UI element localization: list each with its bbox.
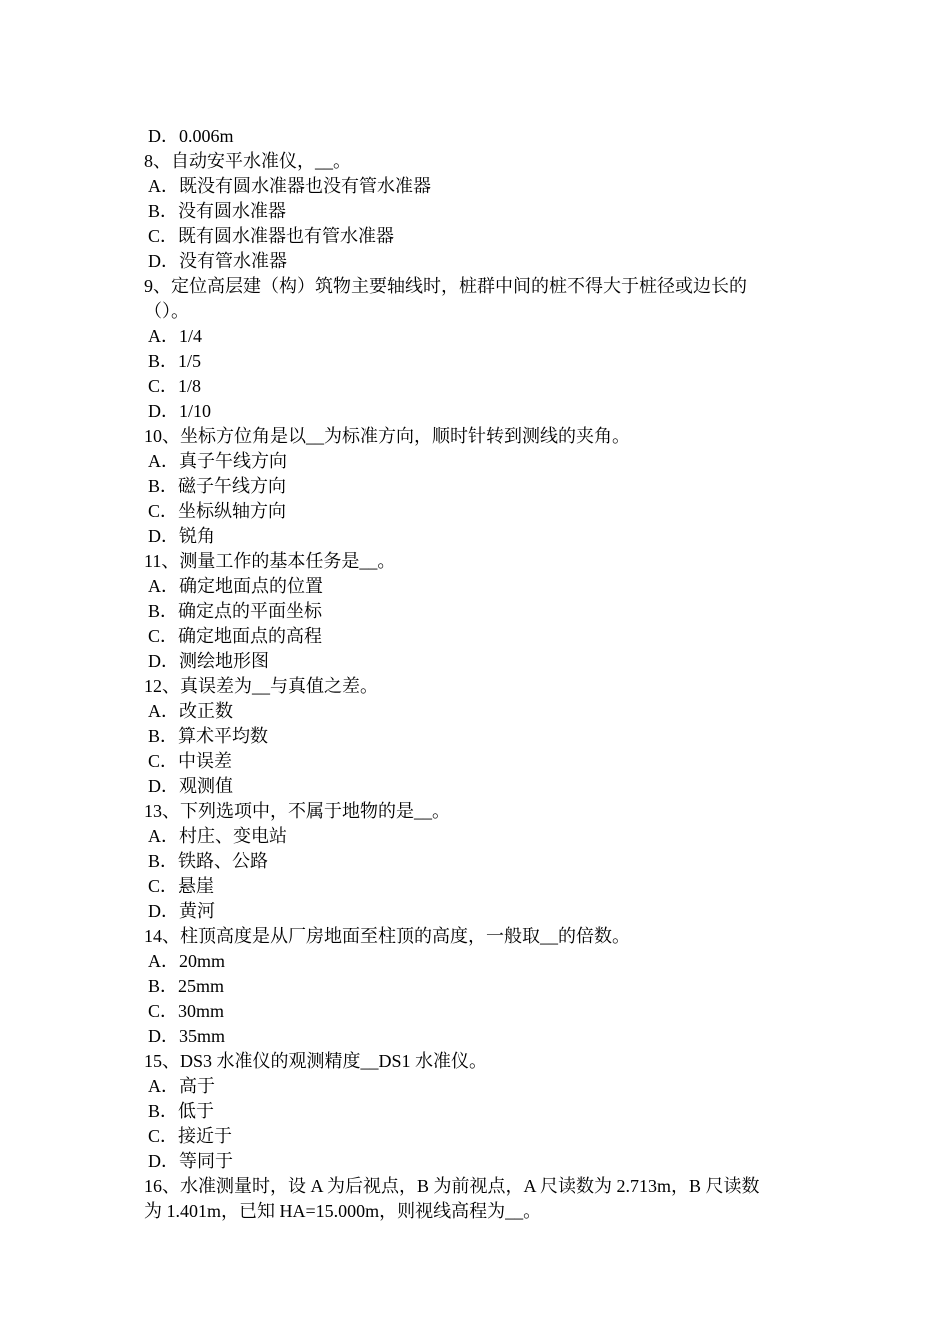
option-line: A．真子午线方向 <box>148 451 287 471</box>
option-line: A．20mm <box>148 951 226 971</box>
option-line: B．没有圆水准器 <box>148 201 287 221</box>
option-line: D．1/10 <box>148 401 211 421</box>
question-line: 16、水准测量时，设 A 为后视点，B 为前视点，A 尺读数为 2.713m，B 尺读数 <box>144 1176 760 1196</box>
option-line: B．低于 <box>148 1101 215 1121</box>
question-line: 14、柱顶高度是从厂房地面至柱顶的高度，一般取__的倍数。 <box>144 926 630 946</box>
question-line: 8、自动安平水准仪，__。 <box>144 151 351 171</box>
option-line: D．锐角 <box>148 526 215 546</box>
question-line: 13、下列选项中，不属于地物的是__。 <box>144 801 450 821</box>
option-line: D．0.006m <box>148 126 234 146</box>
question-line-continued: （）。 <box>144 301 189 321</box>
option-line: D．没有管水准器 <box>148 251 287 271</box>
option-line: A．1/4 <box>148 326 202 346</box>
option-line: A．既没有圆水准器也没有管水准器 <box>148 176 431 196</box>
option-line: B．磁子午线方向 <box>148 476 287 496</box>
option-line: D．黄河 <box>148 901 215 921</box>
document-page <box>144 124 812 1224</box>
option-line: A．确定地面点的位置 <box>148 576 323 596</box>
option-line: C．中误差 <box>148 751 233 771</box>
question-line: 15、DS3 水准仪的观测精度__DS1 水准仪。 <box>144 1051 488 1071</box>
option-line: C．30mm <box>148 1001 225 1021</box>
option-line: C．1/8 <box>148 376 202 396</box>
option-line: B．确定点的平面坐标 <box>148 601 323 621</box>
option-line: B．1/5 <box>148 351 202 371</box>
option-line: D．测绘地形图 <box>148 651 269 671</box>
option-line: C．悬崖 <box>148 876 215 896</box>
option-line: A．改正数 <box>148 701 233 721</box>
option-line: B．25mm <box>148 976 225 996</box>
option-line: B．算术平均数 <box>148 726 269 746</box>
question-line: 10、坐标方位角是以__为标准方向，顺时针转到测线的夹角。 <box>144 426 630 446</box>
question-line: 9、定位高层建（构）筑物主要轴线时，桩群中间的桩不得大于桩径或边长的 <box>144 276 747 296</box>
option-line: C．接近于 <box>148 1126 233 1146</box>
question-line: 11、测量工作的基本任务是__。 <box>144 551 396 571</box>
option-line: C．确定地面点的高程 <box>148 626 323 646</box>
question-line-continued: 为 1.401m，已知 HA=15.000m，则视线高程为__。 <box>144 1201 542 1221</box>
option-line: D．观测值 <box>148 776 233 796</box>
option-line: A．村庄、变电站 <box>148 826 287 846</box>
option-line: C．既有圆水准器也有管水准器 <box>148 226 395 246</box>
option-line: C．坐标纵轴方向 <box>148 501 287 521</box>
option-line: B．铁路、公路 <box>148 851 269 871</box>
option-line: D．等同于 <box>148 1151 233 1171</box>
question-line: 12、真误差为__与真值之差。 <box>144 676 378 696</box>
option-line: D．35mm <box>148 1026 226 1046</box>
option-line: A．高于 <box>148 1076 215 1096</box>
